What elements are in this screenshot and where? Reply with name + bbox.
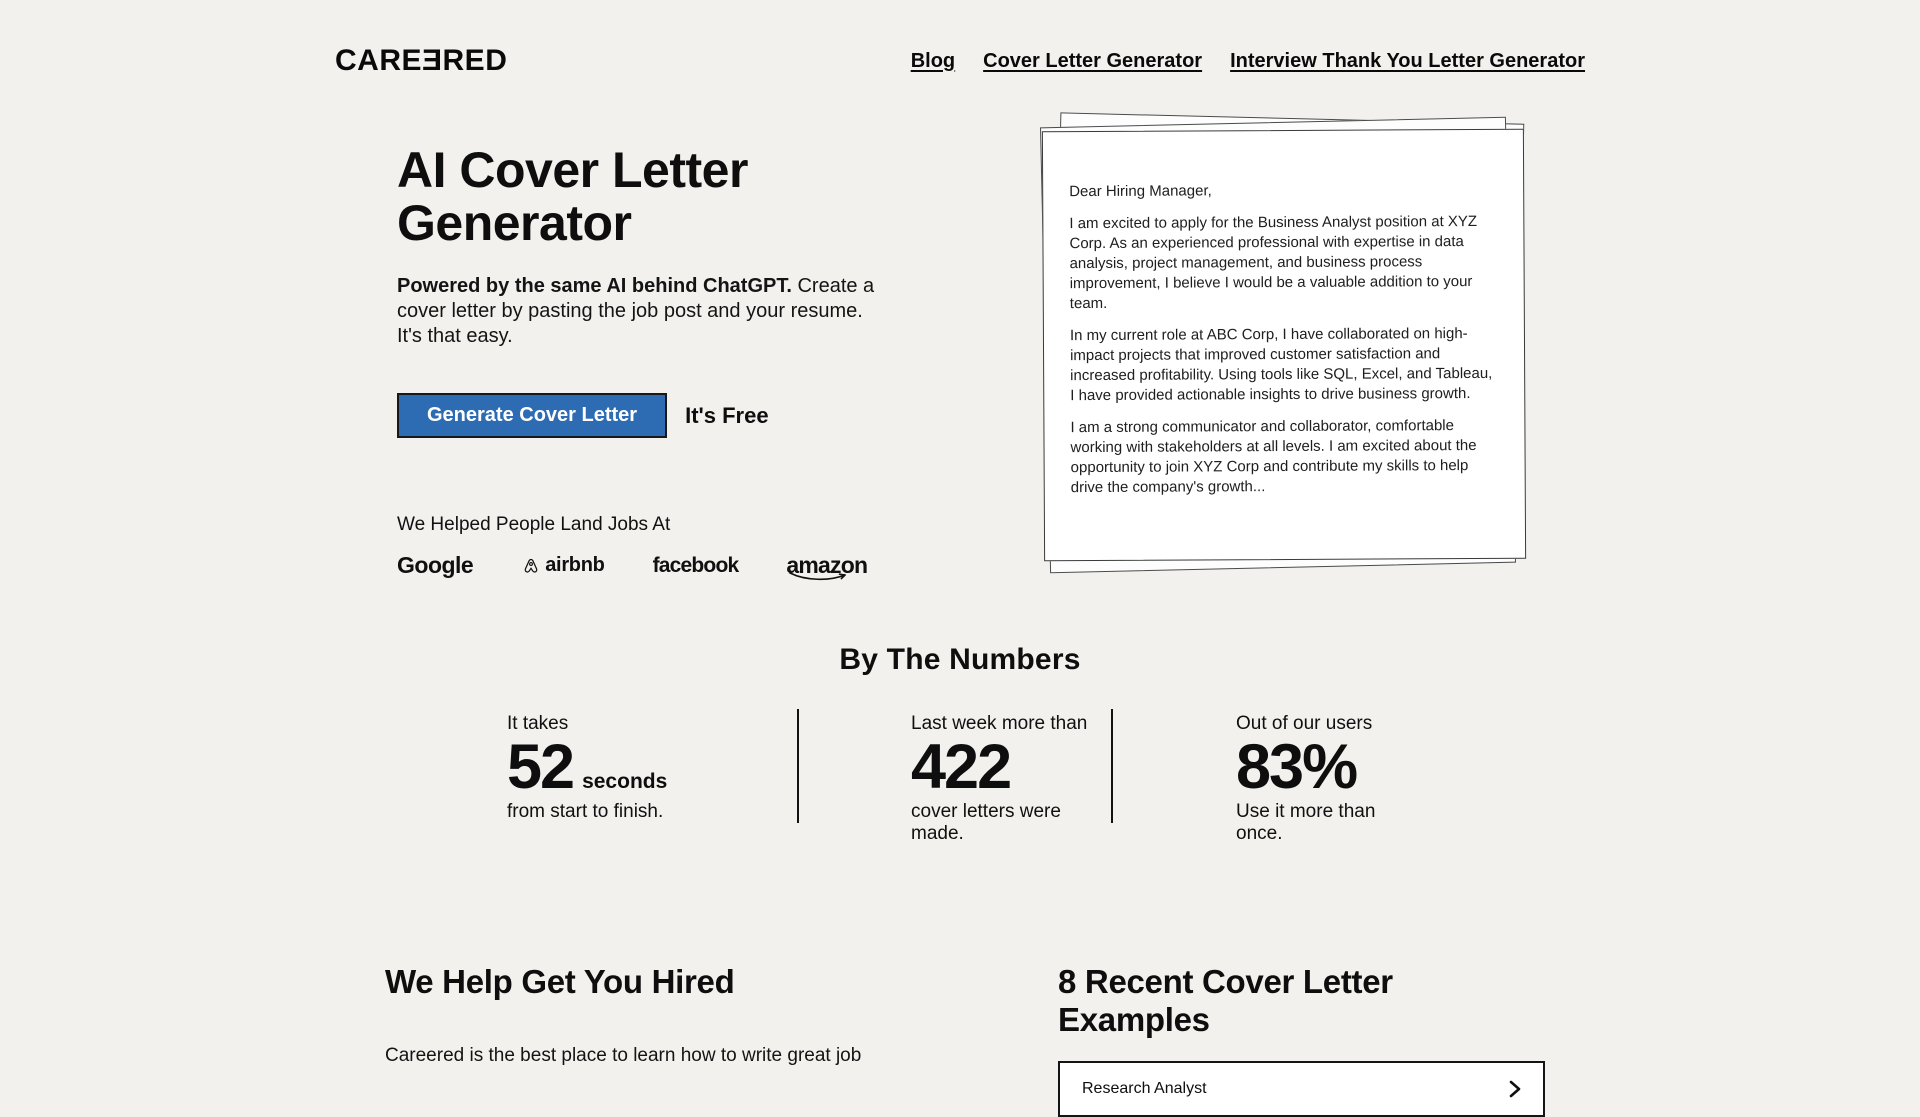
cover-letter-card: [1042, 129, 1526, 562]
letter-paragraph: In my current role at ABC Corp, I have collaborated on high-impact projects that improved customer satisfaction and increased profitability. Using tools like SQL, Excel, and Tableau, I have provided actionable insights to drive business growth.: [1069, 325, 1493, 405]
numbers-title: By The Numbers: [839, 643, 1081, 676]
airbnb-logo: airbnb: [521, 554, 604, 577]
hero-subtitle: Powered by the same AI behind ChatGPT. Create a cover letter by pasting the job post and your resume. It's that easy.: [397, 275, 875, 347]
letter-paragraph: I am a strong communicator and collaborator, comfortable working with stakeholders at all levels. I am excited about the opportunity to join XYZ Corp and contribute my skills to help drive the company's growth...: [1070, 417, 1477, 497]
facebook-logo: facebook: [652, 553, 739, 577]
examples-section-title: 8 Recent Cover Letter Examples: [1058, 963, 1393, 1038]
by-the-numbers-section: [335, 643, 1585, 845]
example-research-analyst[interactable]: [1058, 1061, 1545, 1117]
example-label: Research Analyst: [1082, 1080, 1207, 1097]
stat-value: 422: [911, 732, 1011, 802]
its-free-label: It's Free: [685, 402, 769, 428]
chevron-right-icon: [1509, 1080, 1521, 1098]
main-nav: [911, 50, 1585, 73]
hired-section-paragraph: Careered is the best place to learn how to write great job: [385, 1045, 862, 1066]
careered-logo[interactable]: CAREƎRED: [335, 44, 508, 77]
nav-blog[interactable]: Blog: [910, 49, 956, 72]
cover-letter-preview: [1043, 116, 1525, 574]
amazon-logo: amazon: [786, 552, 867, 579]
stat-letters-made: Last week more than 422 cover letters were made.: [911, 713, 1088, 844]
page-title: AI Cover Letter Generator: [397, 142, 748, 251]
stat-seconds: It takes 52 seconds from start to finish.: [507, 713, 668, 822]
stat-value: 83%: [1236, 732, 1357, 802]
nav-interview-thank-you-letter-generator[interactable]: Interview Thank You Letter Generator: [1230, 49, 1585, 72]
header: [335, 0, 1585, 78]
hero-section: [335, 144, 1585, 579]
bottom-section: [335, 963, 1585, 1117]
letter-paragraph: I am excited to apply for the Business Analyst position at XYZ Corp. As an experienced professional with expertise in data analysis, project management, and business process improvement, I believe I would be a valuable addition to your team.: [1069, 212, 1478, 313]
social-proof-text: We Helped People Land Jobs At: [397, 514, 671, 535]
letter-salutation: Dear Hiring Manager,: [1069, 182, 1212, 201]
brand-logo-row: [397, 552, 868, 579]
hired-section-title: We Help Get You Hired: [385, 963, 735, 1000]
nav-cover-letter-generator[interactable]: Cover Letter Generator: [983, 49, 1203, 72]
stat-value: 52: [507, 732, 574, 802]
stat-returning-users: Out of our users 83% Use it more than once.: [1236, 713, 1376, 844]
google-logo: Google: [397, 552, 474, 578]
generate-cover-letter-button[interactable]: Generate Cover Letter: [397, 393, 667, 438]
airbnb-belo-icon: [521, 556, 541, 576]
amazon-smile-arrow-icon: [788, 571, 850, 583]
